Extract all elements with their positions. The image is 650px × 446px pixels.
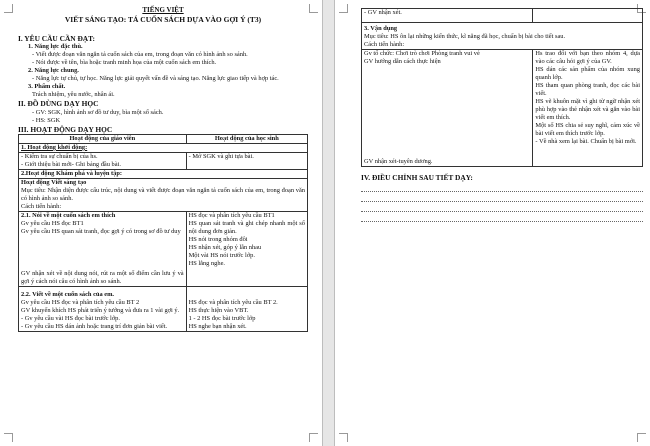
text-line: - Năng lực tự chủ, tự học. Năng lực giải quyết vấn đề và sáng tạo. Năng lực giao tiếp và hợp tác. [32, 75, 279, 83]
spacer [189, 287, 305, 299]
cell-line: - Về nhà xem lại bài. Chuẩn bị bài mới. [535, 138, 637, 145]
subsection-heading: 3. Phẩm chất. [28, 83, 66, 91]
section-heading: III. HOẠT ĐỘNG DẠY HỌC [18, 124, 113, 134]
spacer [21, 236, 184, 270]
cell-line: HS quan sát tranh và ghi chép nhanh một số nội dung đơn giản. [188, 219, 305, 235]
crop-mark [339, 4, 348, 13]
teacher-cell [19, 211, 187, 286]
lesson-title: VIẾT SÁNG TẠO: TÁ CUỐN SÁCH DỰA VÀO GỢI Ý (T3) [64, 14, 262, 24]
crop-mark [637, 433, 646, 442]
activity-subheading: Hoạt động Viết sáng tạo [21, 178, 87, 186]
cell-line: HS lắng nghe. [188, 259, 225, 267]
subsection-heading: 2. Năng lực chung. [28, 67, 79, 75]
cell-line: HS đọc và phân tích yêu cầu BT 2. [188, 298, 278, 306]
activity-subheading: 2.2. Viết về một cuốn sách của em. [21, 290, 115, 298]
student-cell [533, 9, 643, 23]
goal-cell [19, 178, 308, 211]
activity-heading: 3. Vận dụng [364, 25, 398, 32]
cell-line: - Giới thiệu bài mới- Ghi bảng đầu bài. [21, 160, 121, 168]
dotted-line [361, 194, 643, 202]
cell-line: - Gv yêu cầu vài HS đọc bài trước lớp. [21, 314, 120, 322]
text-line: - GV: SGK, hình ảnh sơ đồ tư duy, bìa một số sách. [32, 108, 164, 116]
apply-heading-cell [362, 23, 643, 50]
right-page [335, 0, 650, 446]
teacher-cell [362, 50, 533, 167]
cell-line: HS nói trong nhóm đôi [188, 235, 248, 243]
crop-mark [309, 433, 318, 442]
cell-line: Một vài HS nói trước lớp. [188, 251, 255, 259]
column-header-teacher: Hoạt động của giáo viên [19, 134, 187, 143]
teacher-cell [19, 286, 187, 331]
cell-line: - Mở SGK và ghi tựa bài. [188, 152, 254, 160]
crop-mark [4, 4, 13, 13]
goal-text: Mục tiêu: Nhận diện được cấu trúc, nội dung và viết được đoạn văn ngắn tả cuốn sách của em, trong đoạn văn có hình ảnh so sánh. [21, 186, 305, 202]
left-content [18, 6, 308, 332]
section-heading: IV. ĐIỀU CHỈNH SAU TIẾT DẠY: [361, 173, 473, 182]
subsection-heading: 1. Năng lực đặc thù. [28, 43, 83, 51]
cell-line: Một số HS chia sẻ suy nghĩ, cảm xúc về bài viết em thích trước lớp. [535, 122, 640, 137]
cell-line: HS thực hiện vào VBT. [188, 306, 249, 314]
cell-line: Gv tổ chức: Chơi trò chơi Phòng tranh vui vẻ [364, 50, 480, 57]
dotted-line [361, 204, 643, 212]
activity-subheading: 2.1. Nói về một cuốn sách em thích [21, 211, 116, 219]
section-heading: II. ĐỒ DÙNG DẠY HỌC [18, 99, 99, 109]
teacher-cell: - GV nhận xét. [362, 9, 533, 23]
cell-line: HS đọc và phân tích yêu cầu BT1 [188, 211, 275, 219]
dotted-line [361, 184, 643, 192]
subject-title: TIẾNG VIỆT [142, 6, 184, 14]
student-cell [533, 50, 643, 167]
activity-heading: 1. Hoạt động khởi động: [19, 143, 308, 152]
cell-line: HS nhận xét, góp ý lẫn nhau [188, 243, 262, 251]
spacer [364, 66, 530, 158]
cell-line: Hs trao đổi với bạn theo nhóm 4, dựa vào các câu hỏi gợi ý của GV. [535, 50, 640, 65]
crop-mark [339, 433, 348, 442]
text-line: Trách nhiệm, yêu nước, nhân ái. [32, 91, 115, 99]
section-heading: I. YÊU CẦU CẦN ĐẠT: [18, 34, 95, 44]
method-text: Cách tiến hành: [21, 202, 62, 210]
text-line: - Nói được về tên, bìa hoặc tranh minh họa của một cuốn sách em thích. [32, 59, 217, 67]
cell-line: - Kiểm tra sự chuẩn bị của hs. [21, 152, 98, 160]
goal-text: Mục tiêu: HS ôn lại những kiến thức, kĩ năng đã học, chuẩn bị bài cho tiết sau. [364, 33, 566, 40]
crop-mark [4, 433, 13, 442]
cell-line: GV nhận xét về nội dung nói, rút ra một số điểm cần lưu ý và gợi ý cách nói câu có hình ảnh so sánh. [21, 269, 184, 285]
dotted-line [361, 214, 643, 222]
student-cell [186, 211, 307, 286]
teacher-cell [19, 152, 187, 169]
text-line: - HS: SGK [32, 116, 61, 124]
cell-line: Gv yêu cầu HS đọc BT1 [21, 219, 84, 227]
cell-line: GV khuyến khích HS phát triển ý tưởng và đưa ra 1 vài gợi ý. [21, 306, 180, 314]
crop-mark [309, 4, 318, 13]
left-page [0, 0, 322, 446]
column-header-student: Hoạt động của học sinh [186, 134, 307, 143]
page-gutter [322, 0, 335, 446]
cell-line: HS vẽ khuôn mặt vì ghi từ ngữ nhận xét phù hợp vào thẻ nhận xét và gắn vào bài viết em thích. [535, 98, 640, 121]
cell-line: HS tham quan phòng tranh, đọc các bài viết. [535, 82, 640, 97]
activity-table [18, 134, 308, 332]
right-content [361, 8, 643, 222]
cell-line: HS nghe bạn nhận xét. [188, 322, 247, 330]
cell-line: GV hướng dẫn cách thực hiện [364, 58, 441, 65]
cell-line: HS dán các sản phẩm của nhóm xung quanh lớp. [535, 66, 640, 81]
cell-line: - Gv yêu cầu HS dán ảnh hoặc trang trí đơn giản bài viết. [21, 322, 168, 330]
student-cell [186, 152, 307, 169]
activity-heading: 2.Hoạt động Khám phá và luyện tập: [19, 169, 308, 178]
method-text: Cách tiến hành: [364, 41, 405, 48]
cell-line: Gv yêu cầu HS quan sát tranh, đọc gợi ý có trong sơ đồ tư duy [21, 227, 181, 235]
student-cell [186, 286, 307, 331]
cell-line: GV nhận xét-tuyên dương. [364, 158, 433, 165]
text-line: - Viết được đoạn văn ngắn tả cuốn sách của em, trong đoạn văn có hình ảnh so sánh. [32, 51, 248, 59]
cell-line: 1 - 2 HS đọc bài trước lớp [188, 314, 256, 322]
activity-table-continued [361, 8, 643, 167]
cell-line: Gv yêu cầu HS đọc và phân tích yêu cầu BT 2 [21, 298, 140, 306]
